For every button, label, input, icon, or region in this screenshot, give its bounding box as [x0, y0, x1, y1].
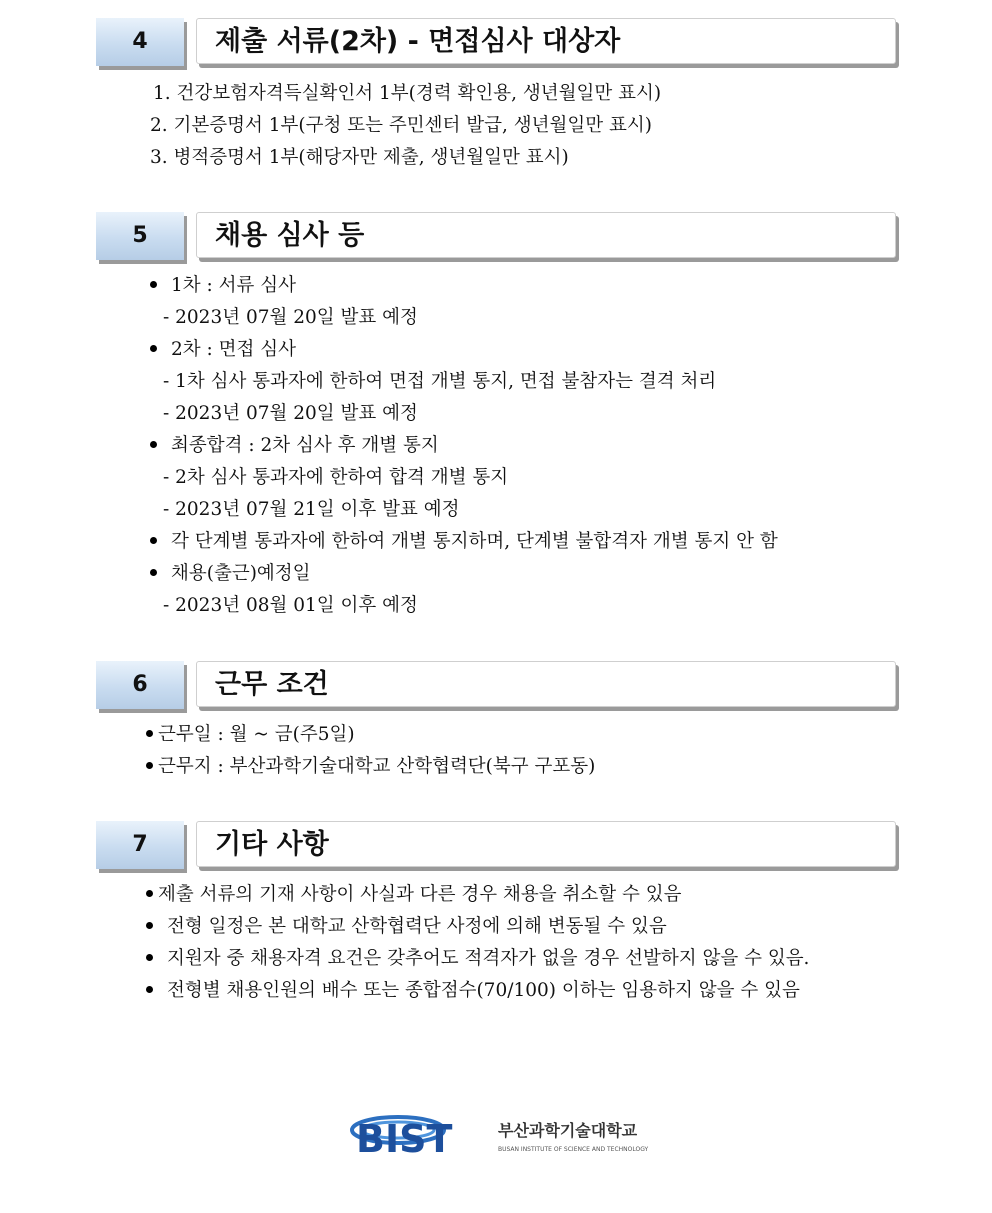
university-name: 부산과학기술대학교	[498, 1121, 638, 1140]
list-item: 최종합격 : 2차 심사 후 개별 통지	[150, 434, 439, 458]
bullet-icon	[150, 441, 157, 448]
list-item: 1차 : 서류 심사	[150, 274, 296, 298]
section-number: 4	[96, 18, 184, 66]
bullet-icon	[146, 890, 153, 897]
bullet-icon	[146, 730, 153, 737]
section-header-5	[96, 212, 902, 264]
section-title: 채용 심사 등	[196, 212, 896, 258]
bullet-icon	[150, 569, 157, 576]
section-header-6	[96, 661, 902, 713]
bullet-icon	[146, 986, 153, 993]
section-number: 5	[96, 212, 184, 260]
bullet-icon	[146, 762, 153, 769]
logo-wordmark: BIST	[356, 1117, 453, 1161]
section-number: 6	[96, 661, 184, 709]
bullet-icon	[150, 345, 157, 352]
list-item: - 2023년 08월 01일 이후 예정	[163, 595, 418, 616]
bullet-icon	[150, 537, 157, 544]
list-item: 근무일 : 월 ~ 금(주5일)	[146, 723, 355, 747]
list-item: 2차 : 면접 심사	[150, 338, 296, 362]
university-name-en: BUSAN INSTITUTE OF SCIENCE AND TECHNOLOGY	[498, 1146, 649, 1153]
list-item: 제출 서류의 기재 사항이 사실과 다른 경우 채용을 취소할 수 있음	[146, 883, 681, 907]
list-item: 전형별 채용인원의 배수 또는 종합점수(70/100) 이하는 임용하지 않을 수 있음	[146, 979, 800, 1003]
bullet-icon	[150, 281, 157, 288]
section-header-7	[96, 821, 902, 873]
list-item: 2. 기본증명서 1부(구청 또는 주민센터 발급, 생년월일만 표시)	[150, 115, 652, 136]
list-item: 지원자 중 채용자격 요건은 갖추어도 적격자가 없을 경우 선발하지 않을 수 있음.	[146, 947, 809, 971]
section-title: 기타 사항	[196, 821, 896, 867]
section-title: 근무 조건	[196, 661, 896, 707]
list-item: 전형 일정은 본 대학교 산학협력단 사정에 의해 변동될 수 있음	[146, 915, 667, 939]
list-item: - 2023년 07월 20일 발표 예정	[163, 307, 418, 328]
list-item: - 2차 심사 통과자에 한하여 합격 개별 통지	[163, 467, 509, 488]
list-item: 채용(출근)예정일	[150, 562, 311, 586]
section-title: 제출 서류(2차) - 면접심사 대상자	[196, 18, 896, 64]
university-logo	[348, 1106, 668, 1162]
list-item: 3. 병적증명서 1부(해당자만 제출, 생년월일만 표시)	[150, 147, 569, 168]
section-header-4	[96, 18, 902, 70]
list-item: - 1차 심사 통과자에 한하여 면접 개별 통지, 면접 불참자는 결격 처리	[163, 371, 717, 392]
list-item: 근무지 : 부산과학기술대학교 산학협력단(북구 구포동)	[146, 755, 595, 779]
bullet-icon	[146, 922, 153, 929]
list-item: - 2023년 07월 21일 이후 발표 예정	[163, 499, 460, 520]
list-item: - 2023년 07월 20일 발표 예정	[163, 403, 418, 424]
list-item: 각 단계별 통과자에 한하여 개별 통지하며, 단계별 불합격자 개별 통지 안 함	[150, 530, 778, 554]
list-item: 1. 건강보험자격득실확인서 1부(경력 확인용, 생년월일만 표시)	[153, 83, 662, 104]
bullet-icon	[146, 954, 153, 961]
section-number: 7	[96, 821, 184, 869]
